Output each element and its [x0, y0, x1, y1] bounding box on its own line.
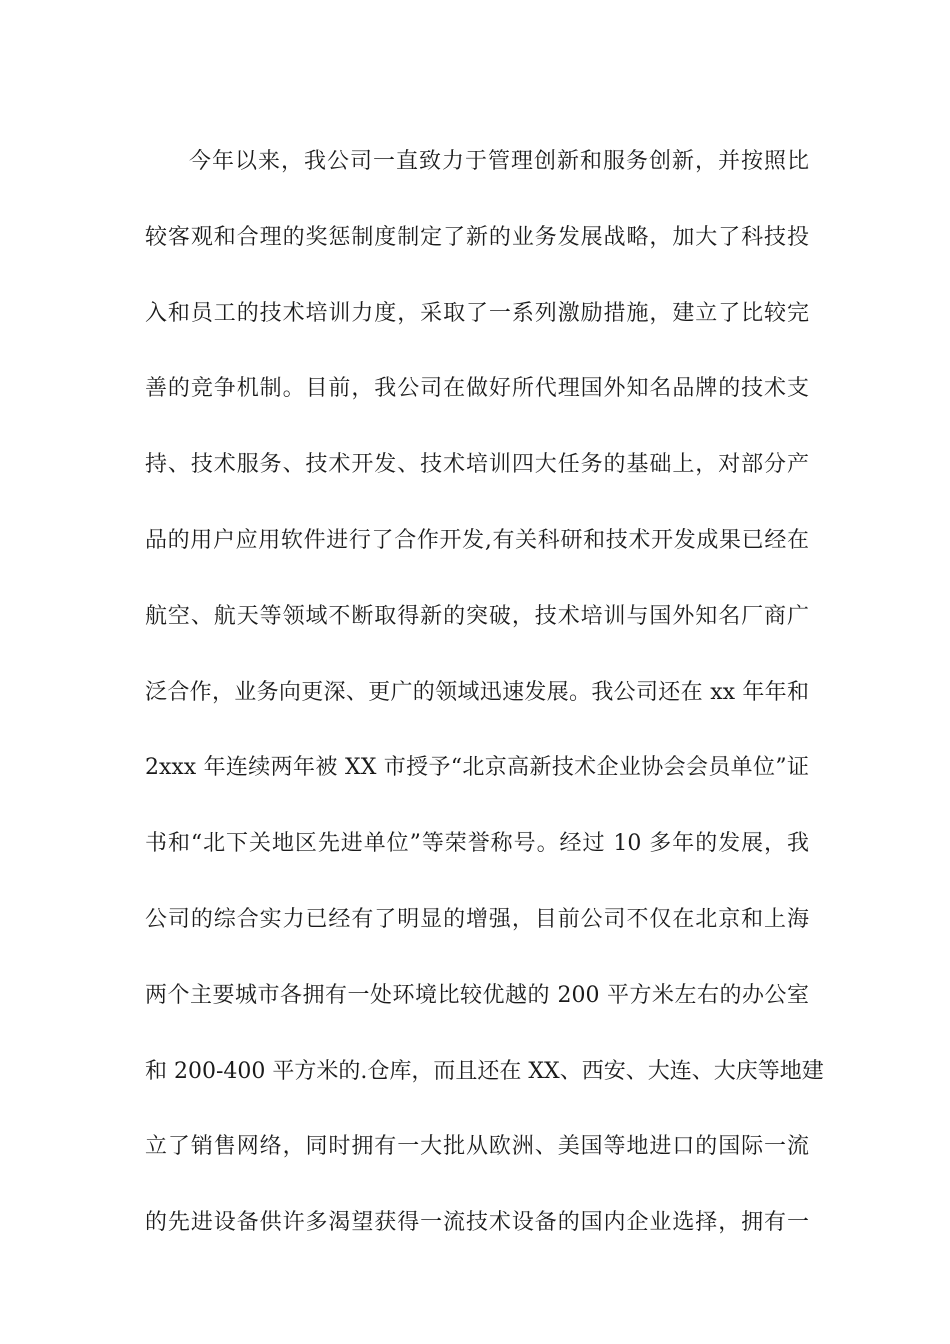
paragraph-line: 的先进设备供许多渴望获得一流技术设备的国内企业选择，拥有一 — [145, 1210, 809, 1236]
paragraph-line: 立了销售网络，同时拥有一大批从欧洲、美国等地进口的国际一流 — [145, 1134, 809, 1160]
paragraph-line: 入和员工的技术培训力度，采取了一系列激励措施，建立了比较完 — [145, 300, 809, 326]
document-body — [145, 124, 824, 1261]
paragraph-line: 航空、航天等领域不断取得新的突破，技术培训与国外知名厂商广 — [145, 603, 809, 629]
paragraph-line: 两个主要城市各拥有一处环境比较优越的 200 平方米左右的办公室 — [145, 982, 809, 1008]
paragraph-line: 今年以来，我公司一直致力于管理创新和服务创新，并按照比 — [189, 149, 809, 174]
paragraph-line: 持、技术服务、技术开发、技术培训四大任务的基础上，对部分产 — [145, 452, 809, 478]
paragraph-line: 和 200-400 平方米的.仓库，而且还在 XX、西安、大连、大庆等地建 — [145, 1058, 824, 1084]
paragraph-line: 书和“北下关地区先进单位”等荣誉称号。经过 10 多年的发展，我 — [145, 831, 809, 857]
paragraph-line: 2xxx 年连续两年被 XX 市授予“北京高新技术企业协会会员单位”证 — [145, 755, 809, 781]
paragraph-line: 品的用户应用软件进行了合作开发,有关科研和技术开发成果已经在 — [145, 527, 809, 553]
paragraph-line: 较客观和合理的奖惩制度制定了新的业务发展战略，加大了科技投 — [145, 224, 809, 250]
paragraph-line: 公司的综合实力已经有了明显的增强，目前公司不仅在北京和上海 — [145, 906, 809, 932]
paragraph-line: 泛合作，业务向更深、更广的领域迅速发展。我公司还在 xx 年年和 — [145, 679, 809, 705]
paragraph-line: 善的竞争机制。目前，我公司在做好所代理国外知名品牌的技术支 — [145, 376, 809, 402]
